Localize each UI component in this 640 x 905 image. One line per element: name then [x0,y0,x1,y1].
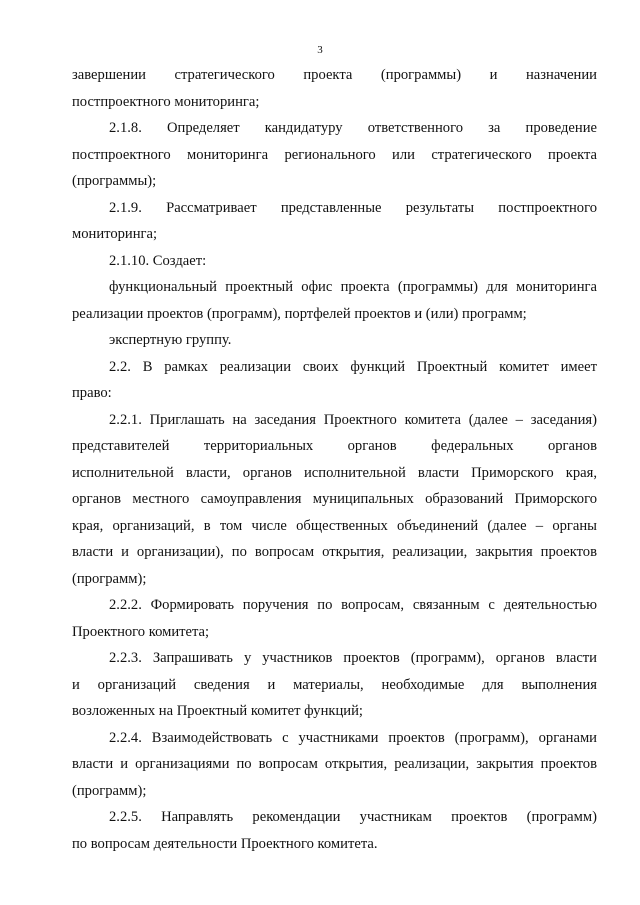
paragraph-p-2-1-8 [72,115,597,195]
text-line: представителей территориальных органов федеральных органов [72,438,597,454]
page-number: 3 [317,44,323,56]
paragraph-p-office [72,274,597,327]
text-line: право: [72,385,112,401]
text-line: (программ); [72,570,147,587]
text-line: 2.2.1. Приглашать на заседания Проектного комитета (далее – заседания) [109,411,597,428]
text-line: 2.1.8. Определяет кандидатуру ответственного за проведение [109,120,597,136]
text-line: исполнительной власти, органов исполнительной власти Приморского края, [72,464,597,481]
text-line: 2.2.3. Запрашивать у участников проектов (программ), органов власти [109,650,597,666]
text-line: функциональный проектный офис проекта (программы) для мониторинга [109,279,597,295]
paragraph-p-2-2-3 [72,645,597,725]
paragraph-p-continuation [72,62,597,115]
text-line: 2.2.4. Взаимодействовать с участниками проектов (программ), органами [109,729,597,746]
text-line: и организаций сведения и материалы, необходимые для выполнения [72,676,597,693]
document-body [72,62,597,857]
text-line: по вопросам деятельности Проектного комитета. [72,835,378,852]
text-line: 2.2.2. Формировать поручения по вопросам, связанным с деятельностью [109,597,597,613]
text-line: власти и организации), по вопросам открытия, реализации, закрытия проектов [72,544,597,560]
text-line: края, организаций, в том числе общественных объединений (далее – органы [72,517,597,534]
paragraph-p-2-2-5 [72,804,597,857]
text-line: реализации проектов (программ), портфелей проектов и (или) программ; [72,305,527,322]
text-line: экспертную группу. [109,332,232,348]
text-line: постпроектного мониторинга; [72,93,260,110]
text-line: 2.2.5. Направлять рекомендации участникам проектов (программ) [109,809,597,825]
text-line: 2.2. В рамках реализации своих функций Проектный комитет имеет [109,358,597,375]
paragraph-p-2-2 [72,354,597,407]
text-line: 2.1.9. Рассматривает представленные результаты постпроектного [109,199,597,216]
text-line: органов местного самоуправления муниципальных образований Приморского [72,491,597,507]
text-line: мониторинга; [72,226,158,242]
text-line: (программ); [72,782,147,799]
paragraph-p-2-2-4 [72,725,597,805]
text-line: завершении стратегического проекта (программы) и назначении [72,67,597,83]
text-line: власти и организациями по вопросам открытия, реализации, закрытия проектов [72,756,597,772]
paragraph-p-2-1-10 [72,248,597,275]
text-line: постпроектного мониторинга регионального или стратегического проекта [72,146,597,163]
paragraph-p-2-2-1 [72,407,597,593]
text-line: 2.1.10. Создает: [109,252,207,269]
text-line: возложенных на Проектный комитет функций; [72,703,363,719]
text-line: (программы); [72,173,157,189]
paragraph-p-expert [72,327,597,354]
text-line: Проектного комитета; [72,623,210,640]
paragraph-p-2-1-9 [72,195,597,248]
paragraph-p-2-2-2 [72,592,597,645]
